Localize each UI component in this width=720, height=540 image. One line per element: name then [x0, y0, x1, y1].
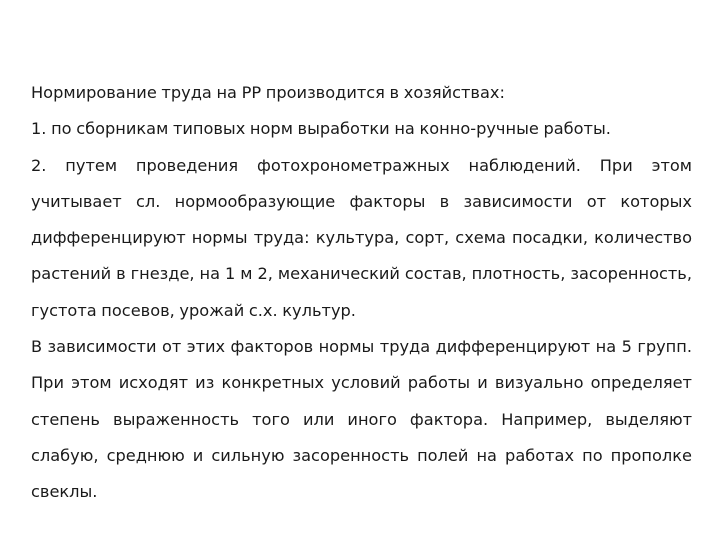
item-2-paragraph: 2. путем проведения фотохронометражных наблюдений. При этом учитывает сл. нормообразующие факторы в зависимости от которых дифференцируют нормы труда: культура, сорт, схема посадки, количество растений в гнезде, на 1 м 2, механический состав, плотность, засоренность, густота посевов, урожай с.х. культур. [31, 155, 692, 320]
item-1-paragraph: 1. по сборникам типовых норм выработки на конно-ручные работы. [31, 119, 611, 139]
conclusion-paragraph: В зависимости от этих факторов нормы труда дифференцируют на 5 групп. При этом исходят из конкретных условий работы и визуально определяет степень выраженность того или иного фактора. Например, выделяют слабую, среднюю и сильную засоренность полей на работах по прополке свеклы. [31, 337, 692, 502]
slide-body [31, 75, 692, 511]
intro-paragraph: Нормирование труда на РР производится в хозяйствах: [31, 83, 505, 102]
